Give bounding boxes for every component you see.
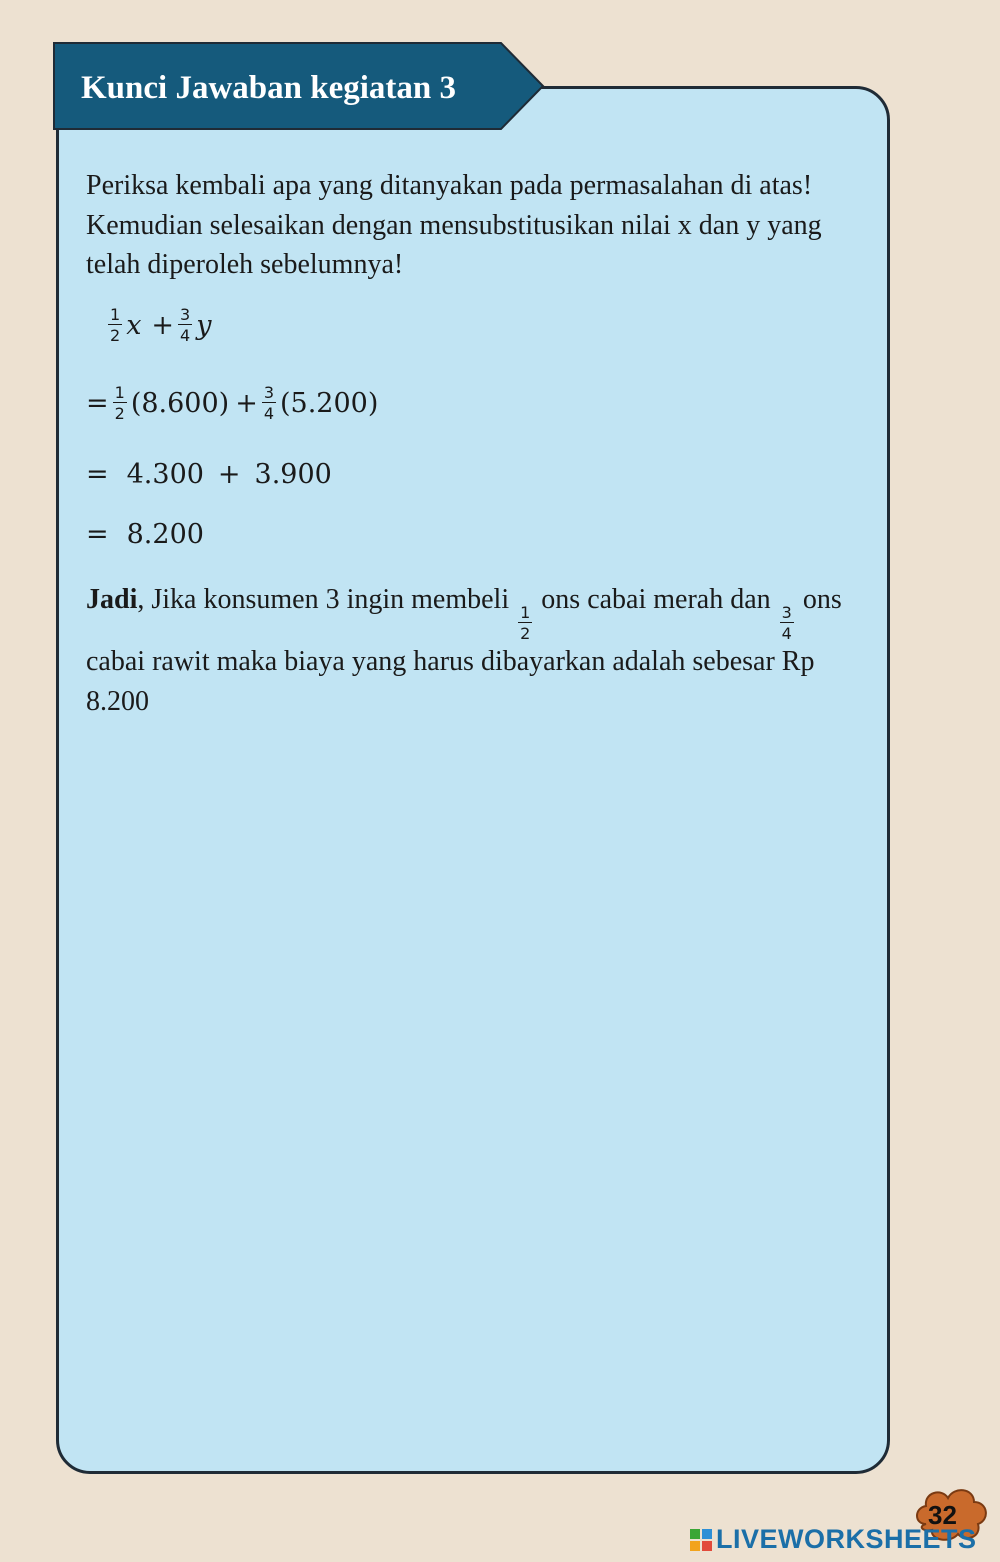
variable-y: y [196, 309, 212, 341]
plus-sign: + [151, 309, 175, 341]
value-x: (8.600) [130, 387, 230, 419]
fraction: $\frac{1}{2}$ [114, 383, 125, 423]
term-b: 3.900 [254, 459, 332, 490]
brand-name: LIVEWORKSHEETS [716, 1524, 977, 1554]
expression-line [104, 306, 212, 344]
fraction: $\frac{3}{4}$ [180, 305, 191, 345]
liveworksheets-logo [690, 1524, 977, 1555]
fraction: $\frac{1}{2}$ [110, 305, 121, 345]
value-y: (5.200) [280, 387, 379, 419]
logo-grid-icon [690, 1529, 712, 1551]
substitution-line [86, 384, 378, 422]
term-a: 4.300 [126, 459, 204, 490]
equals-sign: = [86, 519, 109, 550]
variable-x: x [126, 309, 142, 341]
equals-sign: = [86, 459, 109, 490]
page-title: Kunci Jawaban kegiatan 3 [81, 70, 456, 106]
result-line [86, 519, 204, 550]
page-number: 32 [928, 1500, 957, 1530]
equals-sign: = [86, 387, 109, 419]
plus-sign: + [217, 459, 241, 490]
plus-sign: + [235, 387, 258, 419]
fraction: $\frac{3}{4}$ [263, 383, 274, 423]
conclusion-label: Jadi [86, 584, 138, 615]
fraction: $\frac{1}{2}$ [520, 603, 531, 643]
instruction-text: Periksa kembali apa yang ditanyakan pada permasalahan di atas! Kemudian selesaikan dengan mensubstitusikan nilai x dan y yang telah diperoleh sebelumnya! [86, 170, 822, 280]
header-banner [53, 42, 545, 130]
partial-sum-line [86, 459, 332, 490]
conclusion-text: Jadi, Jika konsumen 3 ingin membeli $\frac{1}{2}$ ons cabai merah dan $\frac{3}{4}$ ons cabai rawit maka biaya yang harus dibayarkan adalah sebesar Rp 8.200 [86, 584, 842, 717]
result-value: 8.200 [126, 519, 204, 550]
answer-panel [56, 86, 890, 1474]
fraction: $\frac{3}{4}$ [781, 603, 792, 643]
